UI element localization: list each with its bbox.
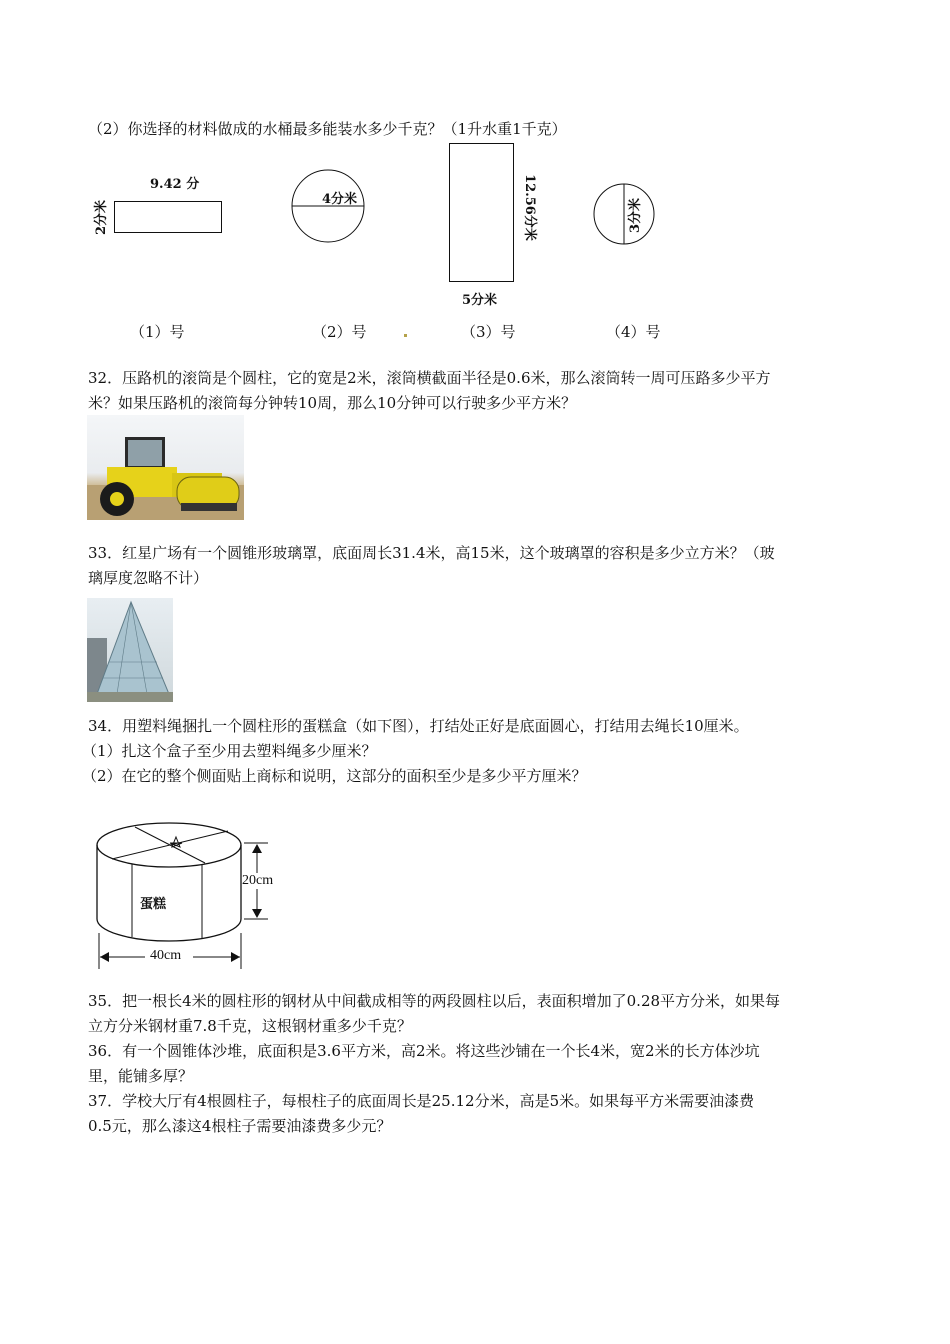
shape-1-rect [114,201,222,233]
glass-cone-image [87,598,173,702]
shape-2-circle [290,168,366,244]
q33-line1: 33．红星广场有一个圆锥形玻璃罩，底面周长31.4米，高15米，这个玻璃罩的容积是多少立方米？（玻 [88,544,775,562]
shape-3-rectangle [440,140,550,310]
q34-line1: 34．用塑料绳捆扎一个圆柱形的蛋糕盒（如下图），打结处正好是底面圆心，打结用去绳长10厘米。 [88,717,749,735]
cake-label: 蛋糕 [140,897,167,912]
stray-dot [404,334,407,337]
q31-part2-text: （2）你选择的材料做成的水桶最多能装水多少千克？（1升水重1千克） [88,120,567,138]
q36-line2: 里，能铺多厚？ [88,1067,194,1085]
shape-1-side-label: 2分米 [94,199,110,236]
q37-line2: 0.5元，那么漆这4根柱子需要油漆费多少元？ [88,1117,392,1135]
cake-height-label: 20cm [242,873,274,888]
road-roller-svg [87,415,244,520]
q34-part1: （1）扎这个盒子至少用去塑料绳多少厘米？ [82,742,377,760]
cake-box-svg [90,815,300,975]
shape-3-rect [449,143,514,282]
shape-3-number: （3）号 [461,323,516,341]
shape-1-rectangle [90,168,230,248]
shape-4-number: （4）号 [606,323,661,341]
q35-line2: 立方分米钢材重7.8千克，这根钢材重多少千克？ [88,1017,412,1035]
q34-part2: （2）在它的整个侧面贴上商标和说明，这部分的面积至少是多少平方厘米？ [82,767,587,785]
cake-width-label: 40cm [150,948,182,963]
glass-cone-svg [87,598,173,702]
road-roller-image [87,415,244,520]
q33-line2: 璃厚度忽略不计） [88,569,209,587]
shape-4-circle [592,182,656,246]
q32-line2: 米？如果压路机的滚筒每分钟转10周，那么10分钟可以行驶多少平方米？ [88,394,577,412]
q36-line1: 36．有一个圆锥体沙堆，底面积是3.6平方米，高2米。将这些沙铺在一个长4米，宽2米的长方体沙坑 [88,1042,760,1060]
q35-line1: 35．把一根长4米的圆柱形的钢材从中间截成相等的两段圆柱以后，表面积增加了0.28平方分米，如果每 [88,992,781,1010]
shape-4-diameter-label: 3分米 [628,197,644,234]
cake-box-diagram [90,815,300,975]
shape-1-number: （1）号 [130,323,185,341]
q37-line1: 37．学校大厅有4根圆柱子，每根柱子的底面周长是25.12分米，高是5米。如果每平方米需要油漆费 [88,1092,755,1110]
q32-line1: 32．压路机的滚筒是个圆柱，它的宽是2米，滚筒横截面半径是0.6米，那么滚筒转一周可压路多少平方 [88,369,771,387]
shape-3-bottom-label: 5分米 [462,293,498,308]
shape-2-number: （2）号 [312,323,367,341]
shape-1-top-label: 9.42 分 [150,177,200,192]
shape-2-diameter-label: 4分米 [322,192,358,207]
shape-3-side-label: 12.56分米 [521,174,537,241]
